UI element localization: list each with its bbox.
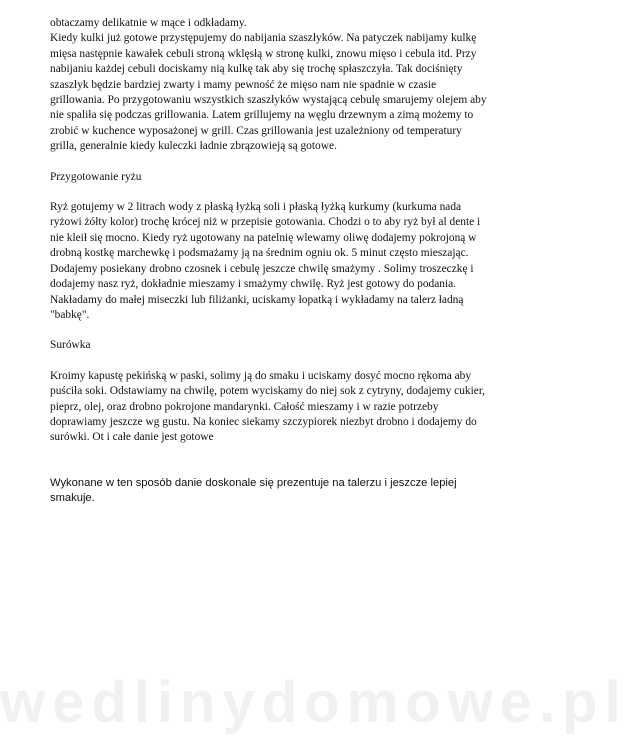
- salad-paragraph: Kroimy kapustę pekińską w paski, solimy ją do smaku i uciskamy dosyć mocno rękoma aby puściła soki. Odstawiamy na chwilę, potem wyciskamy do niej sok z cytryny, dodajemy cukier, pieprz, olej, oraz drobno pokrojone mandarynki. Całość mieszamy i w razie potrzeby doprawiamy jeszcze wg gustu. Na koniec siekamy szczypiorek niezbyt drobno i dodajemy do surówki. Ot i całe danie jest gotowe: [50, 369, 486, 444]
- rice-heading: Przygotowanie ryżu: [50, 170, 142, 183]
- document-page: [50, 16, 490, 507]
- rice-paragraph: Ryż gotujemy w 2 litrach wody z płaską łyżką soli i płaską łyżką kurkumy (kurkuma nada ryżowi żółty kolor) trochę krócej niż w przepisie gotowania. Chodzi o to aby ryż był al dente i nie kleił się mocno. Kiedy ryż ugotowany na patelnię wlewamy oliwę dodajemy pokrojoną w drobną kostkę marchewkę i podsmażamy ją na średnim ogniu ok. 5 minut często mieszając. Dodajemy posiekany drobno czosnek i cebulę jeszcze chwilę smażymy . Solimy troszeczkę i dodajemy nasz ryż, dokładnie mieszamy i smażymy chwilę. Ryż jest gotowy do podania. Nakładamy do małej miseczki lub filiżanki, uciskamy łopatką i wykładamy na talerz ładną "babkę".: [50, 201, 481, 321]
- site-watermark: wedlinydomowe.pl: [0, 670, 628, 735]
- intro-paragraph: Kiedy kulki już gotowe przystępujemy do nabijania szaszłyków. Na patyczek nabijamy kulkę mięsa następnie kawałek cebuli stroną wklęsłą w stronę kulki, znowu mięso i cebula itd. Przy nabijaniu każdej cebuli dociskamy nią kulkę tak aby się trochę spłaszczyła. Tak dociśnięty szaszłyk będzie bardziej zwarty i mamy pewność że mięso nam nie spadnie w czasie grillowania. Po przygotowaniu wszystkich szaszłyków wystającą cebulę smarujemy olejem aby nie spaliła się podczas grillowania. Latem grillujemy na węglu drzewnym a zimą możemy to zrobić w kuchence wyposażonej w grill. Czas grillowania jest uzależniony od temperatury grilla, generalnie kiedy kuleczki ładnie zbrązowieją są gotowe.: [50, 32, 487, 153]
- salad-heading: Surówka: [50, 339, 91, 352]
- closing-paragraph: Wykonane w ten sposób danie doskonale się prezentuje na talerzu i jeszcze lepiej smakuje.: [50, 476, 457, 505]
- intro-line: obtaczamy delikatnie w mące i odkładamy.: [50, 17, 247, 29]
